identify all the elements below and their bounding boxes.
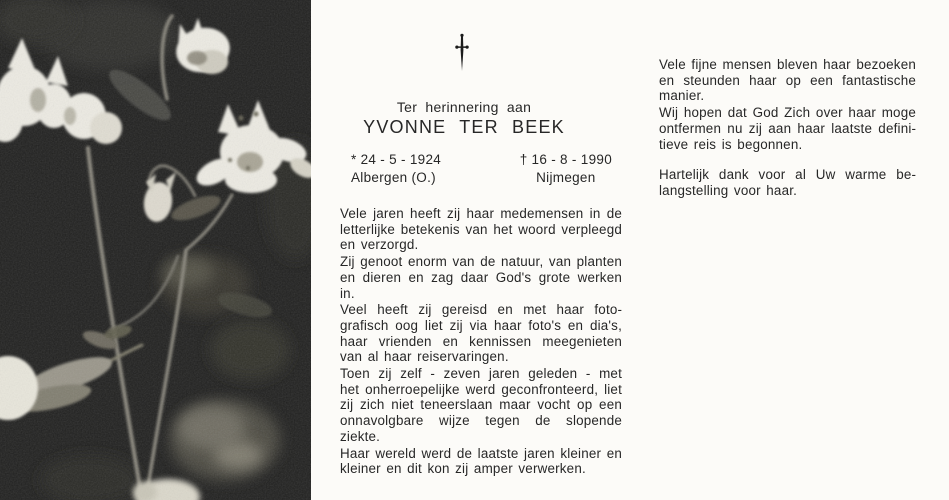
life-dates bbox=[340, 151, 622, 186]
memorial-body bbox=[340, 206, 622, 478]
memorial-paragraph: Haar wereld werd de laatste jaren kleiner en kleiner en dit kon zij amper verwerken. bbox=[340, 445, 622, 477]
memorial-text-column bbox=[340, 0, 622, 500]
flower-photo bbox=[0, 0, 311, 500]
memorial-paragraph: Wij hopen dat God Zich over haar moge ontfermen nu zij aan haar laatste definitieve reis is begonnen. bbox=[659, 105, 916, 152]
death-date: † 16 - 8 - 1990 bbox=[519, 152, 612, 167]
memorial-header bbox=[340, 98, 622, 138]
cross-icon bbox=[340, 33, 622, 76]
memorial-paragraph: Vele fijne mensen bleven haar bezoeken en steunden haar op een fantastische manier. bbox=[659, 57, 916, 104]
memorial-paragraph: Vele jaren heeft zij haar medemensen in de letterlijke betekenis van het woord verpleegd en verzorgd. bbox=[340, 206, 622, 253]
columbine-photo-illustration bbox=[0, 0, 311, 500]
death-place: Nijmegen bbox=[536, 169, 596, 185]
birth-info bbox=[351, 151, 441, 186]
death-info bbox=[520, 151, 612, 186]
right-text-column bbox=[659, 57, 916, 200]
memorial-paragraph: Zij genoot enorm van de natuur, van planten en dieren en zag daar God's grote werken in. bbox=[340, 254, 622, 301]
memorial-paragraph: Veel heeft zij gereisd en met haar fotografisch oog liet zij via haar foto's en dia's, haar vrienden en kennissen meegenieten van al haar reiservaringen. bbox=[340, 302, 622, 365]
birth-place: Albergen (O.) bbox=[351, 169, 436, 185]
thanks-paragraph: Hartelijk dank voor al Uw warme belangstelling voor haar. bbox=[659, 167, 916, 198]
memorial-intro: Ter herinnering aan bbox=[396, 99, 532, 115]
memorial-paragraph: Toen zij zelf - zeven jaren geleden - met het onherroepelijke werd geconfronteerd, liet zij zich niet teneerslaan maar vocht op een onnavolgbare wijze tegen de slopende ziekte. bbox=[340, 366, 622, 444]
birth-date: * 24 - 5 - 1924 bbox=[351, 152, 442, 167]
deceased-name: YVONNE TER BEEK bbox=[363, 117, 565, 137]
